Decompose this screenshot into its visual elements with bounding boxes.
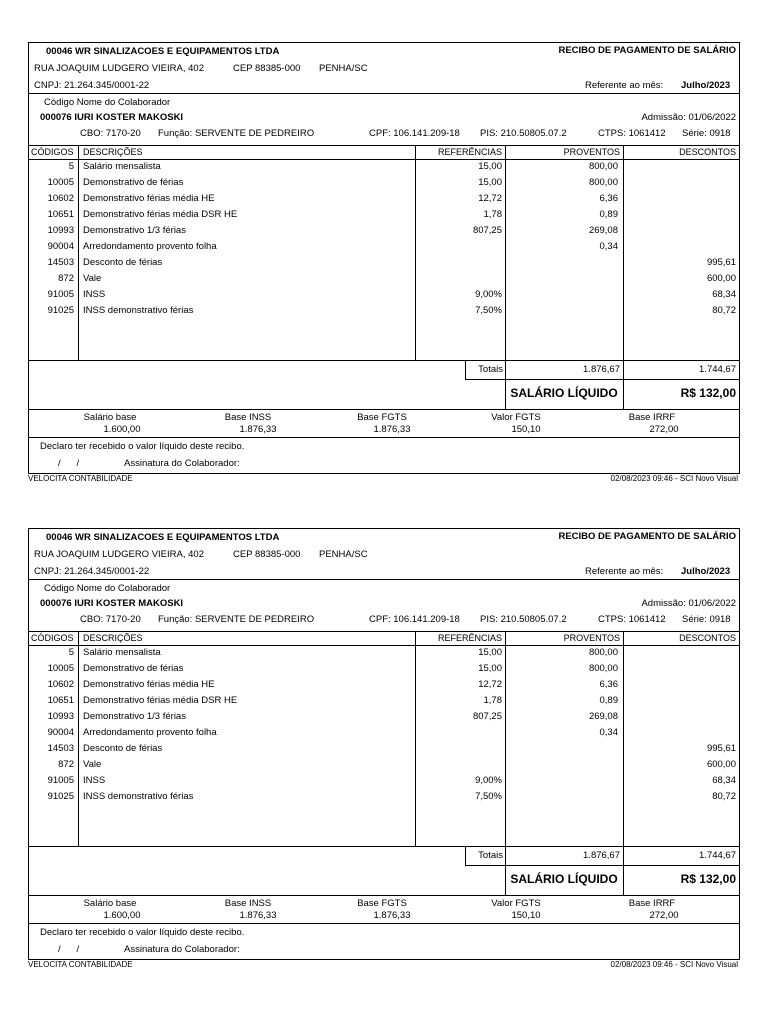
base-inss-value: 1.876,33	[239, 910, 277, 921]
column-divider	[415, 145, 416, 360]
row-description: Demonstrativo férias média HE	[83, 193, 215, 204]
base-irrf-label: Base IRRF	[628, 412, 676, 423]
row-descontos: 80,72	[712, 305, 736, 316]
ctps: CTPS: 1061412	[598, 614, 666, 625]
cbo: CBO: 7170-20	[80, 128, 141, 139]
base-fgts-value: 1.876,33	[373, 424, 411, 435]
salario-base-value: 1.600,00	[103, 424, 141, 435]
row-description: Demonstrativo férias média HE	[83, 679, 215, 690]
divider	[28, 145, 739, 146]
footer-accounting-firm: VELOCITA CONTABILIDADE	[28, 960, 133, 969]
row-proventos: 0,34	[599, 727, 618, 738]
base-irrf-value: 272,00	[649, 910, 679, 921]
company-city: PENHA/SC	[319, 63, 368, 74]
funcao: Função: SERVENTE DE PEDREIRO	[158, 614, 315, 625]
divider	[28, 159, 739, 160]
reference-label: Referente ao mês:	[585, 80, 664, 91]
signature-label: Assinatura do Colaborador:	[124, 458, 240, 469]
company-name: 00046 WR SINALIZACOES E EQUIPAMENTOS LTDA	[46, 532, 280, 543]
valor-fgts-label: Valor FGTS	[491, 898, 541, 909]
date-field: / /	[58, 944, 80, 955]
salario-base-label: Salário base	[83, 412, 137, 423]
row-description: INSS	[83, 289, 106, 300]
row-proventos: 800,00	[588, 647, 618, 658]
row-code: 90004	[47, 241, 74, 252]
row-proventos: 0,34	[599, 241, 618, 252]
row-code: 10993	[47, 225, 74, 236]
row-descontos: 80,72	[712, 791, 736, 802]
admission-date: Admissão: 01/06/2022	[641, 112, 736, 123]
company-cep: CEP 88385-000	[233, 63, 301, 74]
divider	[28, 360, 739, 361]
declaration-text: Declaro ter recebido o valor líquido deste recibo.	[40, 441, 245, 452]
column-header-descontos: DESCONTOS	[679, 147, 736, 157]
salario-base-value: 1.600,00	[103, 910, 141, 921]
divider	[465, 865, 739, 866]
column-header-codes: CÓDIGOS	[31, 633, 74, 643]
base-fgts-value: 1.876,33	[373, 910, 411, 921]
net-salary-label: SALÁRIO LÍQUIDO	[510, 386, 618, 400]
employee-header: Código Nome do Colaborador	[44, 583, 171, 594]
base-inss-label: Base INSS	[224, 412, 272, 423]
serie: Série: 0918	[682, 614, 731, 625]
divider	[28, 645, 739, 646]
salario-base-label: Salário base	[83, 898, 137, 909]
row-code: 14503	[47, 743, 74, 754]
row-reference: 15,00	[478, 177, 502, 188]
employee-name: 000076 IURI KOSTER MAKOSKI	[40, 112, 184, 123]
company-address: RUA JOAQUIM LUDGERO VIEIRA, 402	[34, 63, 204, 74]
row-description: Demonstrativo férias média DSR HE	[83, 695, 238, 706]
cpf: CPF: 106.141.209-18	[369, 128, 460, 139]
row-code: 10993	[47, 711, 74, 722]
row-reference: 1,78	[483, 695, 502, 706]
column-header-descriptions: DESCRIÇÕES	[83, 633, 143, 643]
base-fgts-label: Base FGTS	[357, 898, 407, 909]
valor-fgts-value: 150,10	[511, 424, 541, 435]
row-description: Salário mensalista	[83, 161, 161, 172]
admission-date: Admissão: 01/06/2022	[641, 598, 736, 609]
base-inss-value: 1.876,33	[239, 424, 277, 435]
row-reference: 15,00	[478, 161, 502, 172]
valor-fgts-label: Valor FGTS	[491, 412, 541, 423]
signature-label: Assinatura do Colaborador:	[124, 944, 240, 955]
row-description: Arredondamento provento folha	[83, 241, 217, 252]
row-descontos: 995,61	[706, 743, 736, 754]
row-reference: 12,72	[478, 679, 502, 690]
row-code: 91025	[47, 791, 74, 802]
cpf: CPF: 106.141.209-18	[369, 614, 460, 625]
row-descontos: 995,61	[706, 257, 736, 268]
row-code: 90004	[47, 727, 74, 738]
row-reference: 7,50%	[475, 305, 502, 316]
base-irrf-value: 272,00	[649, 424, 679, 435]
row-code: 5	[68, 647, 74, 658]
row-reference: 807,25	[472, 225, 502, 236]
footer-accounting-firm: VELOCITA CONTABILIDADE	[28, 474, 133, 483]
row-code: 91005	[47, 775, 74, 786]
cbo: CBO: 7170-20	[80, 614, 141, 625]
footer-timestamp: 02/08/2023 09:46 - SCI Novo Visual	[610, 474, 738, 483]
column-header-descriptions: DESCRIÇÕES	[83, 147, 143, 157]
column-header-codes: CÓDIGOS	[31, 147, 74, 157]
net-salary-value: R$ 132,00	[680, 386, 736, 400]
base-irrf-label: Base IRRF	[628, 898, 676, 909]
row-code: 10005	[47, 663, 74, 674]
row-proventos: 0,89	[599, 695, 618, 706]
divider	[28, 846, 739, 847]
column-divider	[623, 631, 624, 895]
row-proventos: 800,00	[588, 161, 618, 172]
column-divider	[505, 631, 506, 895]
row-code: 5	[68, 161, 74, 172]
company-address: RUA JOAQUIM LUDGERO VIEIRA, 402	[34, 549, 204, 560]
column-divider	[78, 631, 79, 846]
totals-label: Totais	[478, 364, 503, 375]
net-salary-label: SALÁRIO LÍQUIDO	[510, 872, 618, 886]
row-descontos: 600,00	[706, 759, 736, 770]
column-divider	[465, 360, 466, 379]
row-description: Arredondamento provento folha	[83, 727, 217, 738]
declaration-text: Declaro ter recebido o valor líquido deste recibo.	[40, 927, 245, 938]
divider	[28, 93, 739, 94]
row-code: 10005	[47, 177, 74, 188]
serie: Série: 0918	[682, 128, 731, 139]
row-description: INSS	[83, 775, 106, 786]
row-proventos: 6,36	[599, 193, 618, 204]
column-header-references: REFERÊNCIAS	[437, 633, 502, 643]
row-reference: 9,00%	[475, 775, 502, 786]
divider	[28, 631, 739, 632]
divider	[28, 895, 739, 896]
totals-descontos: 1.744,67	[699, 850, 736, 861]
row-description: Demonstrativo 1/3 férias	[83, 711, 186, 722]
company-cnpj: CNPJ: 21.264.345/0001-22	[34, 80, 150, 91]
row-descontos: 68,34	[712, 289, 736, 300]
row-code: 10602	[47, 193, 74, 204]
totals-descontos: 1.744,67	[699, 364, 736, 375]
row-code: 10602	[47, 679, 74, 690]
row-reference: 807,25	[472, 711, 502, 722]
column-header-proventos: PROVENTOS	[563, 147, 620, 157]
funcao: Função: SERVENTE DE PEDREIRO	[158, 128, 315, 139]
row-code: 10651	[47, 209, 74, 220]
row-code: 872	[58, 759, 74, 770]
valor-fgts-value: 150,10	[511, 910, 541, 921]
divider	[465, 379, 739, 380]
row-reference: 15,00	[478, 647, 502, 658]
payslip-receipt	[28, 42, 740, 483]
column-header-descontos: DESCONTOS	[679, 633, 736, 643]
row-proventos: 0,89	[599, 209, 618, 220]
row-description: Demonstrativo de férias	[83, 177, 184, 188]
row-code: 872	[58, 273, 74, 284]
row-code: 91005	[47, 289, 74, 300]
row-description: Vale	[83, 759, 102, 770]
company-name: 00046 WR SINALIZACOES E EQUIPAMENTOS LTDA	[46, 46, 280, 57]
column-divider	[465, 846, 466, 865]
divider	[28, 409, 739, 410]
row-code: 14503	[47, 257, 74, 268]
row-reference: 12,72	[478, 193, 502, 204]
row-reference: 15,00	[478, 663, 502, 674]
net-salary-value: R$ 132,00	[680, 872, 736, 886]
row-descontos: 600,00	[706, 273, 736, 284]
column-header-proventos: PROVENTOS	[563, 633, 620, 643]
row-description: Desconto de férias	[83, 743, 163, 754]
row-code: 91025	[47, 305, 74, 316]
ctps: CTPS: 1061412	[598, 128, 666, 139]
divider	[28, 923, 739, 924]
row-proventos: 800,00	[588, 663, 618, 674]
company-cep: CEP 88385-000	[233, 549, 301, 560]
column-divider	[505, 145, 506, 409]
column-header-references: REFERÊNCIAS	[437, 147, 502, 157]
row-description: INSS demonstrativo férias	[83, 791, 194, 802]
reference-month: Julho/2023	[681, 566, 731, 577]
row-reference: 1,78	[483, 209, 502, 220]
reference-month: Julho/2023	[681, 80, 731, 91]
pis: PIS: 210.50805.07.2	[480, 614, 567, 625]
divider	[28, 579, 739, 580]
divider	[28, 437, 739, 438]
row-code: 10651	[47, 695, 74, 706]
row-proventos: 269,08	[588, 711, 618, 722]
row-description: Demonstrativo de férias	[83, 663, 184, 674]
base-fgts-label: Base FGTS	[357, 412, 407, 423]
column-divider	[415, 631, 416, 846]
row-description: Salário mensalista	[83, 647, 161, 658]
row-description: INSS demonstrativo férias	[83, 305, 194, 316]
totals-proventos: 1.876,67	[583, 850, 620, 861]
row-descontos: 68,34	[712, 775, 736, 786]
document-title: RECIBO DE PAGAMENTO DE SALÁRIO	[558, 531, 736, 542]
employee-name: 000076 IURI KOSTER MAKOSKI	[40, 598, 184, 609]
row-description: Demonstrativo férias média DSR HE	[83, 209, 238, 220]
base-inss-label: Base INSS	[224, 898, 272, 909]
row-description: Vale	[83, 273, 102, 284]
company-city: PENHA/SC	[319, 549, 368, 560]
row-reference: 9,00%	[475, 289, 502, 300]
company-cnpj: CNPJ: 21.264.345/0001-22	[34, 566, 150, 577]
reference-label: Referente ao mês:	[585, 566, 664, 577]
row-proventos: 269,08	[588, 225, 618, 236]
date-field: / /	[58, 458, 80, 469]
pis: PIS: 210.50805.07.2	[480, 128, 567, 139]
row-reference: 7,50%	[475, 791, 502, 802]
totals-label: Totais	[478, 850, 503, 861]
employee-header: Código Nome do Colaborador	[44, 97, 171, 108]
footer-timestamp: 02/08/2023 09:46 - SCI Novo Visual	[610, 960, 738, 969]
row-description: Demonstrativo 1/3 férias	[83, 225, 186, 236]
payslip-receipt	[28, 528, 740, 969]
totals-proventos: 1.876,67	[583, 364, 620, 375]
row-description: Desconto de férias	[83, 257, 163, 268]
row-proventos: 6,36	[599, 679, 618, 690]
column-divider	[78, 145, 79, 360]
row-proventos: 800,00	[588, 177, 618, 188]
column-divider	[623, 145, 624, 409]
document-title: RECIBO DE PAGAMENTO DE SALÁRIO	[558, 45, 736, 56]
